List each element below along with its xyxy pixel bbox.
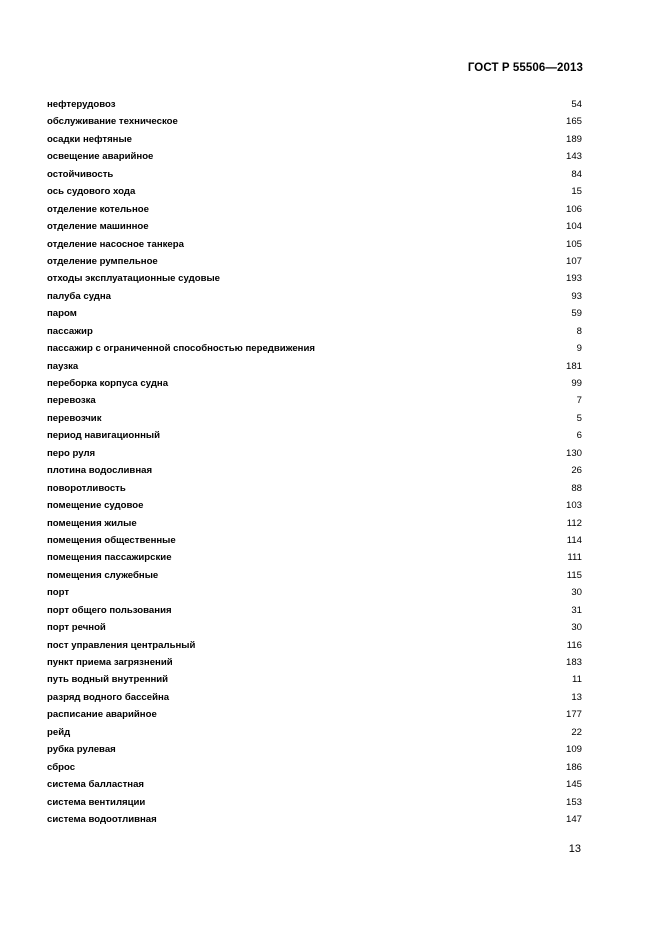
- term-number: 186: [565, 761, 582, 773]
- term-number: 183: [565, 657, 582, 668]
- term-number: 106: [565, 203, 582, 215]
- term-number: 153: [565, 796, 582, 808]
- index-term: поворотливость: [47, 482, 126, 494]
- term-number: 7: [576, 395, 582, 407]
- index-entry: [47, 288, 582, 305]
- index-term: ось судового хода: [47, 186, 136, 198]
- term-number: 114: [566, 534, 582, 546]
- term-number: 105: [565, 238, 582, 250]
- term-number: 9: [576, 343, 582, 355]
- page-number: 13: [568, 843, 581, 855]
- index-term: сброс: [47, 761, 76, 773]
- term-number: 15: [571, 186, 582, 198]
- index-term: система водоотливная: [47, 813, 157, 825]
- term-number: 107: [565, 255, 582, 267]
- index-term: помещения пассажирские: [47, 552, 172, 564]
- index-entry: [47, 392, 582, 409]
- index-term: отделение насосное танкера: [47, 238, 184, 250]
- term-number: 99: [571, 378, 582, 389]
- index-term: перевозчик: [47, 412, 102, 424]
- index-entry: [47, 549, 582, 566]
- term-number: 11: [572, 674, 582, 686]
- index-term: пассажир с ограниченной способностью передвижения: [47, 343, 315, 355]
- index-entry: [47, 497, 582, 514]
- index-entry: [47, 323, 582, 340]
- term-number: 165: [565, 116, 582, 128]
- index-term: период навигационный: [47, 430, 160, 442]
- index-entry: [47, 236, 582, 253]
- index-entry: [47, 567, 582, 584]
- term-number: 103: [565, 500, 582, 512]
- index-term: отделение машинное: [47, 221, 149, 233]
- index-entry: [47, 340, 582, 357]
- index-term: система вентиляции: [47, 796, 146, 808]
- index-term: порт: [47, 587, 70, 599]
- term-number: 22: [571, 726, 582, 738]
- term-number: 30: [571, 622, 582, 634]
- index-term: отходы эксплуатационные судовые: [47, 273, 220, 285]
- index-term: отделение румпельное: [47, 255, 158, 267]
- index-entry: [47, 741, 582, 758]
- index-entry: [47, 724, 582, 741]
- term-number: 111: [567, 552, 582, 564]
- index-entry: [47, 584, 582, 601]
- term-number: 177: [565, 709, 582, 721]
- index-entry: [47, 113, 582, 130]
- index-term: порт речной: [47, 622, 106, 634]
- index-term: расписание аварийное: [47, 709, 157, 721]
- term-number: 13: [571, 691, 582, 703]
- index-term: осадки нефтяные: [47, 133, 132, 145]
- index-term: система балластная: [47, 779, 144, 791]
- index-entry: [47, 270, 582, 287]
- term-number: 31: [571, 604, 582, 616]
- term-number: 145: [565, 779, 582, 791]
- index-term: помещения общественные: [47, 534, 176, 546]
- term-number: 112: [566, 517, 582, 529]
- index-entry: [47, 148, 582, 165]
- index-entry: [47, 462, 582, 479]
- term-number: 8: [576, 325, 582, 337]
- term-number: 116: [566, 639, 582, 651]
- index-entry: [47, 759, 582, 776]
- index-entry: [47, 794, 582, 811]
- index-entry: [47, 218, 582, 235]
- index-term: паузка: [47, 360, 79, 372]
- term-number: 193: [565, 273, 582, 285]
- index-term: пассажир: [47, 325, 93, 337]
- index-entry: [47, 480, 582, 497]
- index-term: перевозка: [47, 395, 96, 407]
- term-number: 130: [565, 447, 582, 459]
- index-entry: [47, 358, 582, 375]
- index-term: палуба судна: [47, 290, 112, 302]
- index-entry: [47, 602, 582, 619]
- index-entry: [47, 375, 582, 392]
- index-term: отделение котельное: [47, 203, 149, 215]
- term-number: 115: [566, 569, 582, 581]
- term-number: 5: [576, 412, 582, 424]
- term-number: 88: [571, 482, 582, 494]
- term-number: 104: [565, 221, 582, 233]
- alphabetical-index: [47, 96, 582, 828]
- term-number: 6: [576, 430, 582, 442]
- index-entry: [47, 166, 582, 183]
- term-number: 147: [565, 813, 582, 825]
- index-entry: [47, 201, 582, 218]
- index-term: освещение аварийное: [47, 151, 154, 163]
- term-number: 26: [571, 465, 582, 477]
- index-term: пункт приема загрязнений: [47, 657, 173, 668]
- index-entry: [47, 515, 582, 532]
- index-term: переборка корпуса судна: [47, 378, 169, 389]
- index-term: паром: [47, 308, 77, 320]
- index-entry: [47, 689, 582, 706]
- index-entry: [47, 532, 582, 549]
- term-number: 189: [565, 133, 582, 145]
- index-entry: [47, 183, 582, 200]
- term-number: 181: [565, 360, 582, 372]
- index-term: плотина водосливная: [47, 465, 153, 477]
- index-entry: [47, 96, 582, 113]
- index-entry: [47, 671, 582, 688]
- index-entry: [47, 427, 582, 444]
- index-entry: [47, 305, 582, 322]
- index-term: помещения жилые: [47, 517, 137, 529]
- index-term: путь водный внутренний: [47, 674, 169, 686]
- index-term: остойчивость: [47, 168, 114, 180]
- index-entry: [47, 811, 582, 828]
- term-number: 54: [571, 99, 582, 110]
- index-entry: [47, 619, 582, 636]
- term-number: 59: [571, 308, 582, 320]
- index-term: перо руля: [47, 447, 96, 459]
- term-number: 109: [565, 744, 582, 756]
- term-number: 143: [565, 151, 582, 163]
- index-term: рейд: [47, 726, 71, 738]
- term-number: 84: [571, 168, 582, 180]
- index-term: рубка рулевая: [47, 744, 116, 756]
- document-header: ГОСТ Р 55506—2013: [467, 62, 583, 74]
- index-entry: [47, 776, 582, 793]
- term-number: 30: [571, 587, 582, 599]
- index-term: помещение судовое: [47, 500, 144, 512]
- index-term: нефтерудовоз: [47, 99, 116, 110]
- index-term: пост управления центральный: [47, 639, 196, 651]
- index-entry: [47, 410, 582, 427]
- index-entry: [47, 445, 582, 462]
- index-entry: [47, 131, 582, 148]
- index-entry: [47, 253, 582, 270]
- index-term: обслуживание техническое: [47, 116, 178, 128]
- index-entry: [47, 706, 582, 723]
- index-term: разряд водного бассейна: [47, 691, 170, 703]
- term-number: 93: [571, 290, 582, 302]
- index-entry: [47, 637, 582, 654]
- index-entry: [47, 654, 582, 671]
- index-term: порт общего пользования: [47, 604, 172, 616]
- index-term: помещения служебные: [47, 569, 159, 581]
